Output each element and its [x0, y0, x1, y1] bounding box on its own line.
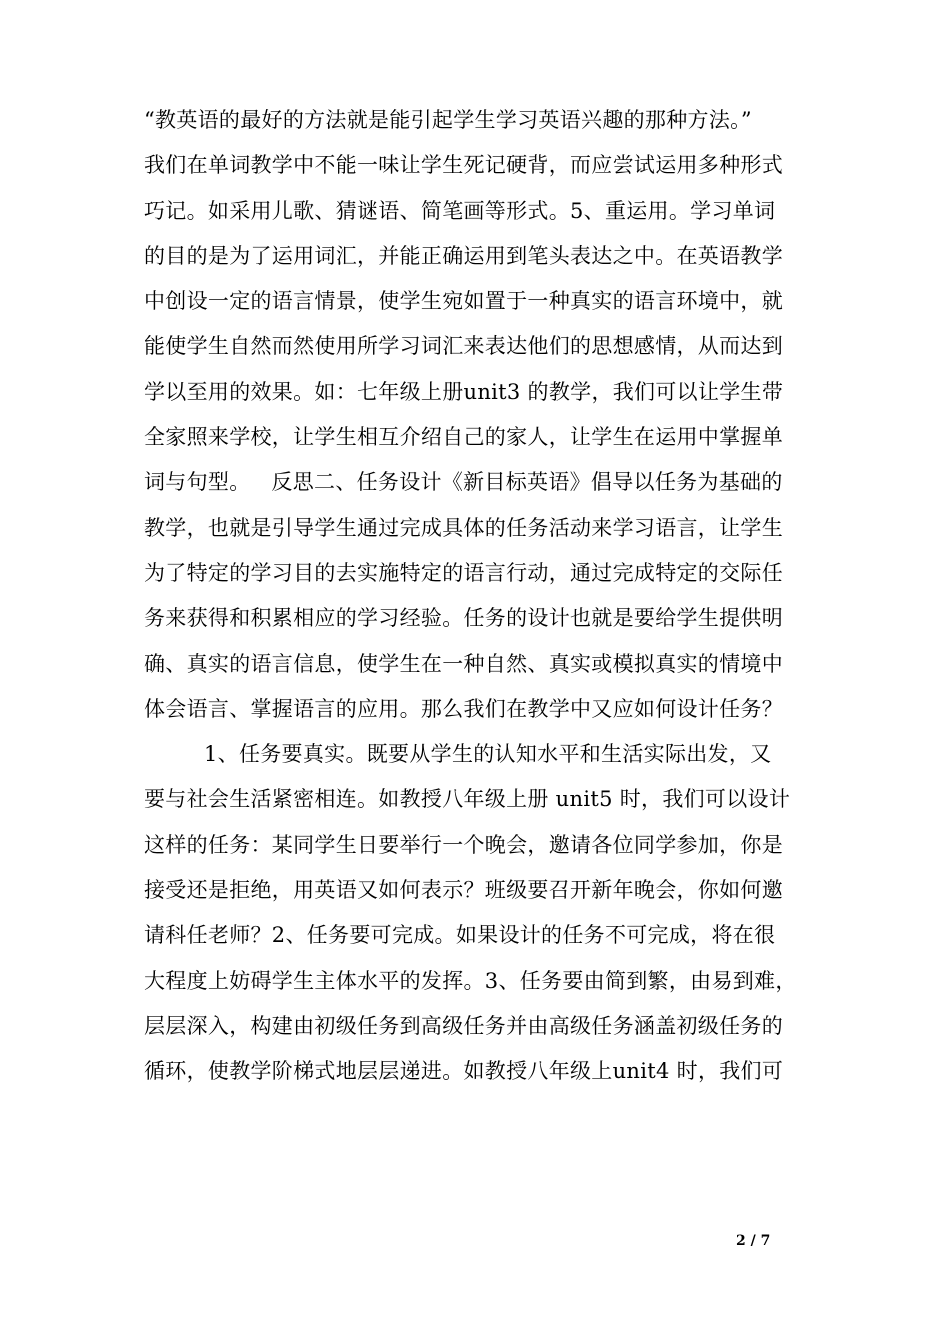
text-line: 中创设一定的语言情景，使学生宛如置于一种真实的语言环境中，就	[144, 289, 783, 314]
text-line-indented: 1、任务要真实。既要从学生的认知水平和生活实际出发，又	[204, 742, 772, 767]
text-line: 确、真实的语言信息，使学生在一种自然、真实或模拟真实的情境中	[144, 651, 783, 676]
body-text	[144, 98, 824, 1095]
text-line: “教英语的最好的方法就是能引起学生学习英语兴趣的那种方法。”	[144, 108, 752, 132]
text-line: 全家照来学校，让学生相互介绍自己的家人，让学生在运用中掌握单	[144, 425, 783, 450]
text-line: 请科任老师？2、任务要可完成。如果设计的任务不可完成，将在很	[144, 923, 776, 948]
text-line: 体会语言、掌握语言的应用。那么我们在教学中又应如何设计任务？	[144, 696, 783, 721]
text-line: 这样的任务：某同学生日要举行一个晚会，邀请各位同学参加，你是	[144, 832, 783, 857]
text-line: 词与句型。 反思二、任务设计《新目标英语》倡导以任务为基础的	[144, 470, 783, 495]
text-line: 为了特定的学习目的去实施特定的语言行动，通过完成特定的交际任	[144, 560, 783, 585]
text-line: 巧记。如采用儿歌、猜谜语、简笔画等形式。5、重运用。学习单词	[144, 198, 776, 223]
text-line: 接受还是拒绝，用英语又如何表示？班级要召开新年晚会，你如何邀	[144, 878, 783, 903]
text-line: 教学，也就是引导学生通过完成具体的任务活动来学习语言，让学生	[144, 515, 783, 540]
text-line: 的目的是为了运用词汇，并能正确运用到笔头表达之中。在英语教学	[144, 243, 783, 268]
page-number: 2 / 7	[736, 1233, 771, 1249]
text-line: 学以至用的效果。如：七年级上册unit3 的教学，我们可以让学生带	[144, 379, 784, 404]
text-line: 我们在单词教学中不能一味让学生死记硬背，而应尝试运用多种形式	[144, 153, 783, 178]
text-line: 要与社会生活紧密相连。如教授八年级上册 unit5 时，我们可以设计	[144, 787, 791, 812]
text-line: 务来获得和积累相应的学习经验。任务的设计也就是要给学生提供明	[144, 606, 783, 631]
text-line: 层层深入，构建由初级任务到高级任务并由高级任务涵盖初级任务的	[144, 1013, 783, 1038]
text-line: 能使学生自然而然使用所学习词汇来表达他们的思想感情，从而达到	[144, 334, 783, 359]
text-line: 大程度上妨碍学生主体水平的发挥。3、任务要由简到繁，由易到难，	[144, 968, 797, 993]
text-line: 循环，使教学阶梯式地层层递进。如教授八年级上unit4 时，我们可	[144, 1059, 784, 1084]
